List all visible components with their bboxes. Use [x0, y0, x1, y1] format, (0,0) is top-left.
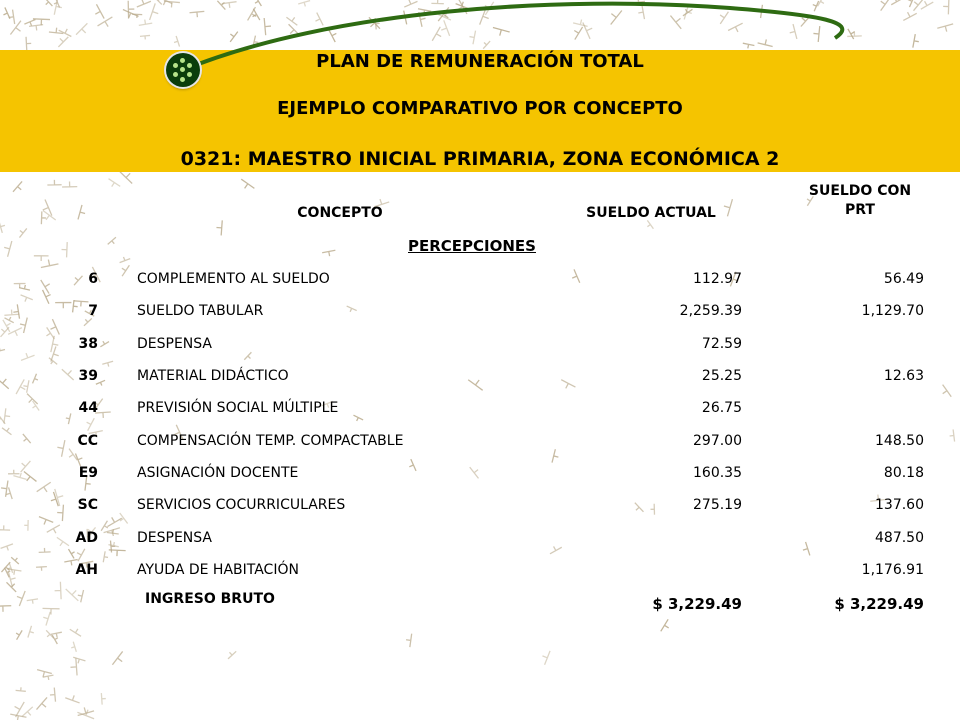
row-sueldo-actual: 26.75: [701, 400, 742, 416]
row-concept: ASIGNACIÓN DOCENTE: [137, 465, 299, 481]
row-concept: COMPENSACIÓN TEMP. COMPACTABLE: [137, 433, 404, 449]
table-row: [0, 523, 960, 555]
row-sueldo-actual: 112.97: [693, 271, 742, 287]
table-row: [0, 490, 960, 522]
row-sueldo-actual: 72.59: [701, 336, 742, 352]
row-sueldo-prt: 148.50: [875, 433, 924, 449]
row-sueldo-prt: 56.49: [883, 271, 924, 287]
row-sueldo-prt: 137.60: [875, 497, 924, 513]
row-code: 7: [88, 303, 98, 319]
table-row: [0, 329, 960, 361]
row-code: AH: [75, 562, 98, 578]
title-line-3: 0321: MAESTRO INICIAL PRIMARIA, ZONA ECONÓMICA 2: [180, 148, 780, 170]
row-sueldo-actual: 25.25: [701, 368, 742, 384]
column-header-sueldo-prt-line2: PRT: [845, 202, 875, 218]
title-line-2: EJEMPLO COMPARATIVO POR CONCEPTO: [277, 98, 683, 119]
column-header-sueldo-prt-line1: SUELDO CON: [808, 183, 912, 199]
row-concept: SUELDO TABULAR: [137, 303, 264, 319]
table-row: [0, 361, 960, 393]
table-row: [0, 296, 960, 328]
column-header-concepto: CONCEPTO: [297, 205, 383, 221]
row-concept: DESPENSA: [137, 530, 212, 546]
row-concept: PREVISIÓN SOCIAL MÚLTIPLE: [137, 400, 339, 416]
row-code: CC: [77, 433, 98, 449]
column-header-sueldo-prt: [760, 183, 960, 218]
total-row: [0, 588, 960, 620]
row-sueldo-actual: 297.00: [693, 433, 742, 449]
row-code: 39: [78, 368, 98, 384]
row-concept: AYUDA DE HABITACIÓN: [137, 562, 299, 578]
table-row: [0, 426, 960, 458]
row-concept: DESPENSA: [137, 336, 212, 352]
total-sueldo-prt: $ 3,229.49: [834, 595, 924, 613]
row-sueldo-prt: 12.63: [883, 368, 924, 384]
row-code: 38: [78, 336, 98, 352]
column-header-sueldo-actual: SUELDO ACTUAL: [586, 205, 716, 221]
row-sueldo-prt: 1,129.70: [861, 303, 924, 319]
table-row: [0, 555, 960, 587]
table-row: [0, 458, 960, 490]
row-code: E9: [78, 465, 98, 481]
section-percepciones: PERCEPCIONES: [408, 237, 536, 255]
total-sueldo-actual: $ 3,229.49: [652, 595, 742, 613]
row-sueldo-prt: 487.50: [875, 530, 924, 546]
row-code: AD: [75, 530, 98, 546]
row-code: SC: [77, 497, 98, 513]
row-sueldo-actual: 275.19: [693, 497, 742, 513]
table-row: [0, 393, 960, 425]
title-line-1: PLAN DE REMUNERACIÓN TOTAL: [316, 51, 644, 72]
row-concept: COMPLEMENTO AL SUELDO: [137, 271, 330, 287]
row-code: 44: [78, 400, 98, 416]
row-sueldo-actual: 2,259.39: [679, 303, 742, 319]
total-label: INGRESO BRUTO: [145, 591, 275, 607]
row-code: 6: [88, 271, 98, 287]
row-sueldo-prt: 1,176.91: [861, 562, 924, 578]
row-concept: MATERIAL DIDÁCTICO: [137, 368, 289, 384]
row-sueldo-actual: 160.35: [693, 465, 742, 481]
row-sueldo-prt: 80.18: [883, 465, 924, 481]
table-row: [0, 264, 960, 296]
row-concept: SERVICIOS COCURRICULARES: [137, 497, 346, 513]
